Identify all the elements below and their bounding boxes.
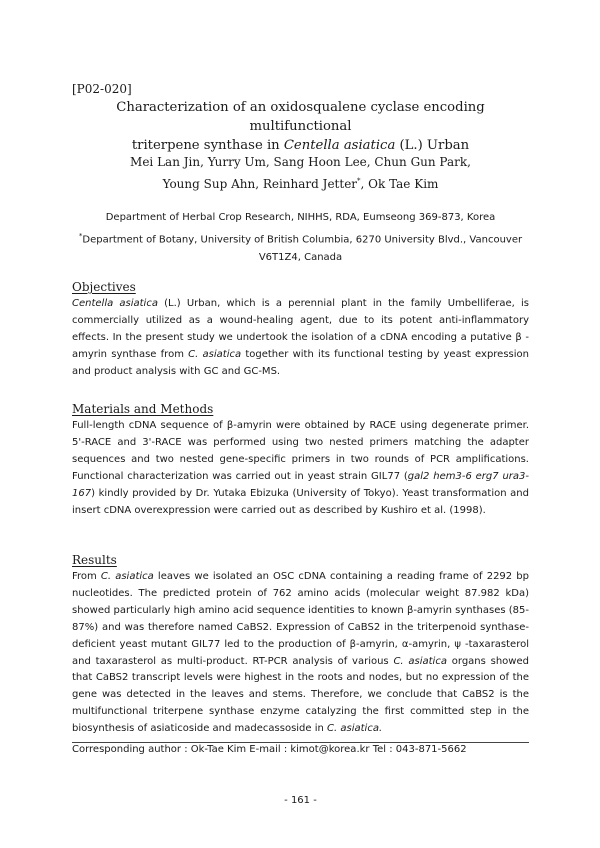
footer-divider — [72, 742, 529, 743]
page-number: - 161 - — [284, 795, 317, 806]
objectives-text-1: (L.) Urban, which is a perennial plant in the family Umbelliferae, is commercially utilized as a wound-healing agent, due to its potent anti-inflammatory effects. In the present study we undertook the isolation of a cDNA encoding a putative β -amyrin synthase from — [72, 298, 529, 360]
page — [72, 0, 529, 848]
results-text-3: organs showed that CaBS2 transcript levels were highest in the roots and nodes, but no expression of the gene was detected in the leaves and stems. Therefore, we conclude that CaBS2 is the multifunctional triterpene synthase enzyme catalyzing the first committed step in the biosynthesis of asiaticoside and madecassoside in — [72, 655, 529, 735]
affiliation-3: V6T1Z4, Canada — [258, 252, 343, 264]
strain-genotype: gal2 hem3-6 erg7 ura3-167 — [72, 470, 529, 499]
affiliation-1: Department of Herbal Crop Research, NIHHS, RDA, Eumseong 369-873, Korea — [105, 212, 496, 223]
species-name: C. asiatica — [188, 348, 242, 360]
affiliation-mark: * — [78, 232, 83, 240]
authors-line-2 — [72, 172, 529, 194]
affiliations — [72, 209, 529, 267]
objectives-text — [72, 296, 529, 381]
authors-line-1: Mei Lan Jin, Yurry Um, Sang Hoon Lee, Chun Gun Park, — [130, 155, 471, 169]
results-text-2: leaves we isolated an OSC cDNA containing a reading frame of 2292 bp nucleotides. The predicted protein of 762 amino acids (molecular weight 87.982 kDa) showed particularly high amino acid sequence identities to known β-amyrin synthases (85-87%) and was therefore named CaBS2. Expression of CaBS2 in the triterpenoid synthase-deficient yeast mutant GIL77 led to the production of β-amyrin, α-amyrin, ψ -taxarasterol and taxarasterol as multi-product. RT-PCR analysis of various — [72, 571, 529, 667]
title-line-1: Characterization of an oxidosqualene cyclase encoding multifunctional — [116, 100, 485, 134]
title-text: triterpene synthase in — [131, 138, 284, 153]
title-text-end: (L.) Urban — [395, 138, 470, 153]
affiliation-2 — [72, 227, 529, 249]
abstract-code: [P02-020] — [72, 82, 132, 96]
authors-line-2-end: , Ok Tae Kim — [360, 177, 439, 191]
paper-title — [72, 98, 529, 155]
affiliation-2-text: Department of Botany, University of British Columbia, 6270 University Blvd., Vancouver — [82, 234, 523, 246]
species-name: Centella asiatica — [72, 298, 158, 309]
authors-line-2-text: Young Sup Ahn, Reinhard Jetter — [162, 177, 358, 191]
author-list — [72, 153, 529, 194]
objectives-heading: Objectives — [72, 280, 136, 294]
methods-heading: Materials and Methods — [72, 402, 214, 416]
title-species: Centella asiatica — [283, 138, 396, 153]
methods-text-1: Full-length cDNA sequence of β-amyrin were obtained by RACE using degenerate primer. 5'-RACE and 3'-RACE was performed using two nested primers matching the adapter sequences and two nested gene-specific primers in two rounds of PCR amplifications. Functional characterization was carried out in yeast strain GIL77 ( — [72, 420, 529, 482]
objectives-text-2: together with its functional testing by yeast expression and product analysis with GC and GC-MS. — [72, 348, 529, 377]
corresponding-author: Corresponding author : Ok-Tae Kim E-mail : kimot@korea.kr Tel : 043-871-5662 — [72, 744, 467, 755]
results-text-1: From — [72, 571, 101, 582]
methods-text-2: ) kindly provided by Dr. Yutaka Ebizuka (University of Tokyo). Yeast transformation and insert cDNA overexpression were carried out as described by Kushiro et al. (1998). — [72, 487, 529, 516]
results-heading: Results — [72, 553, 117, 567]
species-name: C. asiatica — [393, 655, 447, 667]
species-name: C. asiatica. — [327, 723, 383, 735]
methods-text — [72, 418, 529, 519]
species-name: C. asiatica — [100, 571, 154, 582]
corresponding-mark: * — [357, 177, 361, 185]
results-text — [72, 569, 529, 738]
